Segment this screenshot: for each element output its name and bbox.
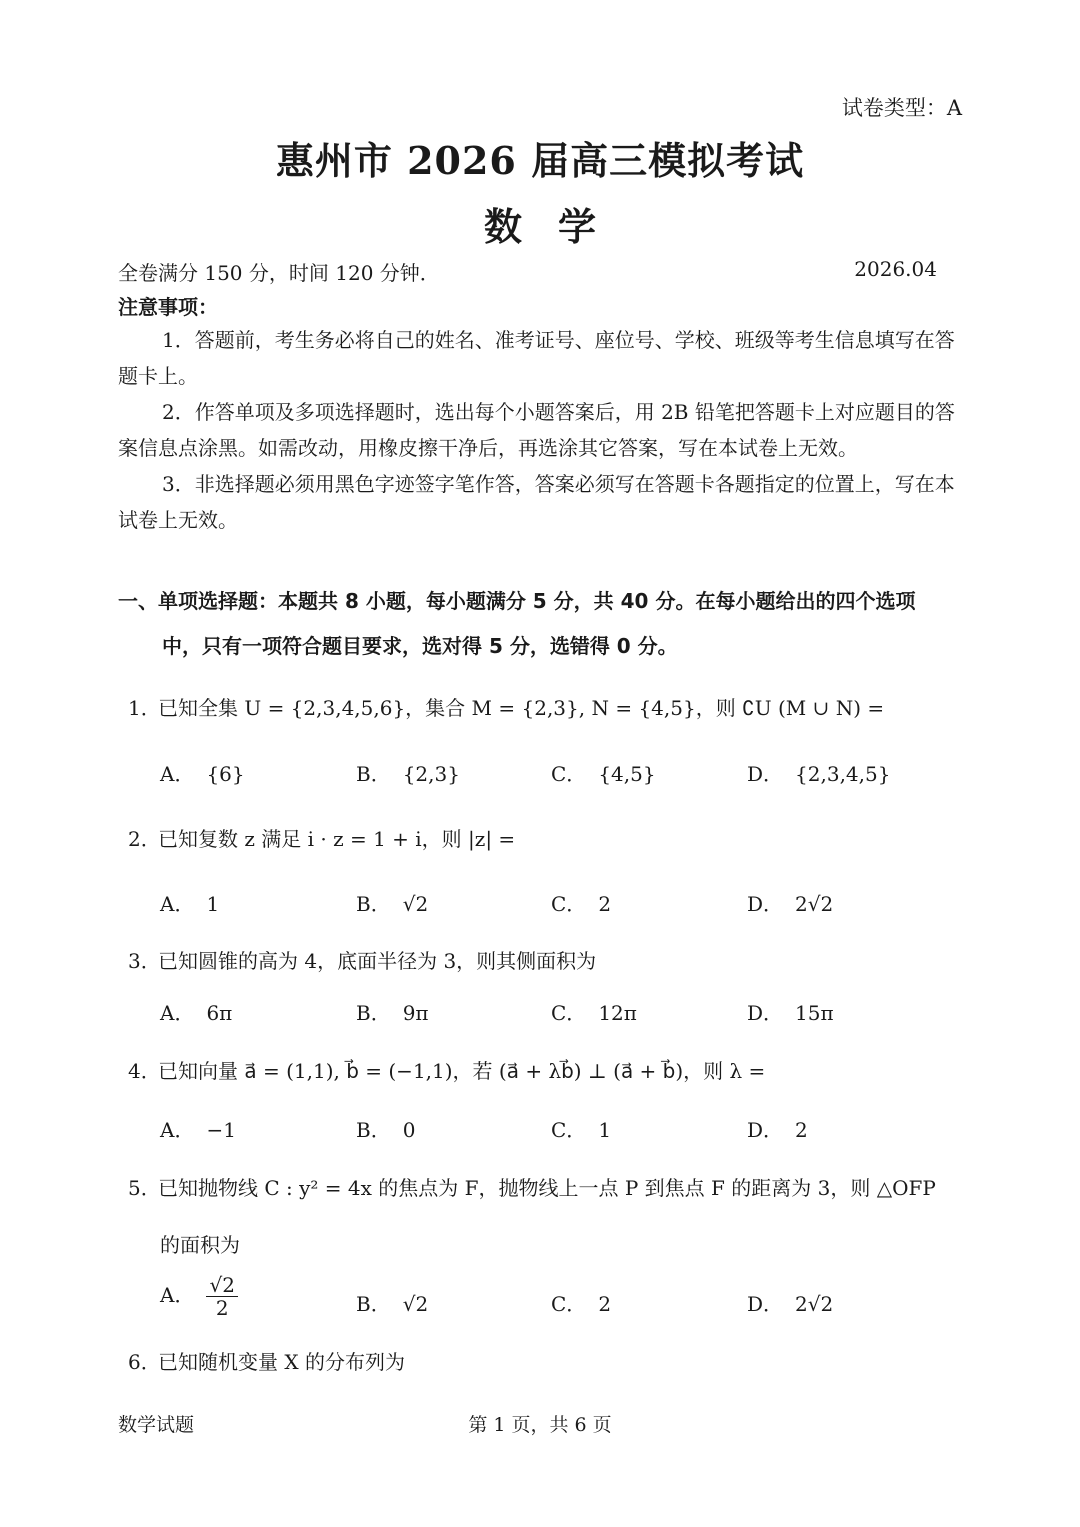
option-c: C． 12π (551, 1001, 637, 1025)
option-c: C． 2 (551, 892, 612, 916)
question-5-continued: 的面积为 (160, 1233, 240, 1257)
question-1 (128, 692, 884, 721)
option-b: B． 0 (356, 1118, 416, 1142)
section-heading-line1: 一、单项选择题：本题共 8 小题，每小题满分 5 分，共 40 分。在每小题给出的四个选项 (118, 589, 916, 613)
question-number: 3． (128, 949, 161, 973)
question-number: 2． (128, 827, 161, 851)
option-d: D． 15π (747, 1001, 834, 1025)
question-number: 6． (128, 1350, 161, 1374)
option-c: C． 1 (551, 1118, 612, 1142)
question-2 (128, 823, 515, 852)
option-a: A． −1 (160, 1118, 236, 1142)
option-d: D． 2√2 (747, 1292, 834, 1316)
question-number: 4． (128, 1059, 161, 1083)
option-d: D． {2,3,4,5} (747, 762, 891, 786)
option-b: B． √2 (356, 892, 429, 916)
question-text: 已知向量 a⃗ = (1,1), b⃗ = (−1,1)，若 (a⃗ + λb⃗) ⊥ (a⃗ + b⃗)，则 λ = (158, 1059, 766, 1083)
option-c: C． {4,5} (551, 762, 656, 786)
notes-heading: 注意事项： (118, 295, 218, 319)
option-d: D． 2√2 (747, 892, 834, 916)
page-number: 第 1 页，共 6 页 (468, 1414, 612, 1436)
note-item-3: 3．非选择题必须用黑色字迹签字笔作答，答案必须写在答题卡各题指定的位置上，写在本试卷上无效。 (118, 472, 955, 532)
option-b: B． {2,3} (356, 762, 460, 786)
exam-title: 惠州市 2026 届高三模拟考试 (275, 138, 805, 183)
question-3 (128, 945, 596, 974)
question-5 (128, 1172, 936, 1201)
question-number: 1． (128, 696, 161, 720)
option-b: B． √2 (356, 1292, 429, 1316)
section-heading-line2: 中，只有一项符合题目要求，选对得 5 分，选错得 0 分。 (162, 634, 678, 658)
question-text: 已知抛物线 C : y² = 4x 的焦点为 F，抛物线上一点 P 到焦点 F 的距离为 3，则 △OFP (158, 1176, 936, 1200)
note-item-2: 2．作答单项及多项选择题时，选出每个小题答案后，用 2B 铅笔把答题卡上对应题目的答案信息点涂黑。如需改动，用橡皮擦干净后，再选涂其它答案，写在本试卷上无效。 (118, 400, 955, 460)
question-text: 已知复数 z 满足 i · z = 1 + i，则 |z| = (158, 827, 516, 851)
question-text: 已知全集 U = {2,3,4,5,6}，集合 M = {2,3}, N = {4,5}，则 ∁U (M ∪ N) = (158, 696, 885, 720)
question-6 (128, 1346, 405, 1375)
option-a: A． 1 (160, 892, 220, 916)
exam-info: 全卷满分 150 分，时间 120 分钟． (118, 261, 440, 285)
option-b: B． 9π (356, 1001, 429, 1025)
subject-title: 数学 (483, 204, 632, 249)
note-item-1: 1．答题前，考生务必将自己的姓名、准考证号、座位号、学校、班级等考生信息填写在答题卡上。 (118, 328, 955, 388)
option-a: A． $\frac{√2}{2}$ (160, 1274, 238, 1319)
option-a: A． {6} (160, 762, 245, 786)
paper-type: 试卷类型：A (841, 96, 962, 120)
footer-subject: 数学试题 (118, 1414, 195, 1436)
option-a: A． 6π (160, 1001, 233, 1025)
exam-date: 2026.04 (854, 257, 937, 281)
question-number: 5． (128, 1176, 161, 1200)
fraction: $\frac{√2}{2}$ (206, 1274, 237, 1319)
question-4 (128, 1055, 765, 1084)
option-c: C． 2 (551, 1292, 612, 1316)
question-text: 已知圆锥的高为 4，底面半径为 3，则其侧面积为 (158, 949, 597, 973)
question-text: 已知随机变量 X 的分布列为 (158, 1350, 405, 1374)
option-d: D． 2 (747, 1118, 808, 1142)
